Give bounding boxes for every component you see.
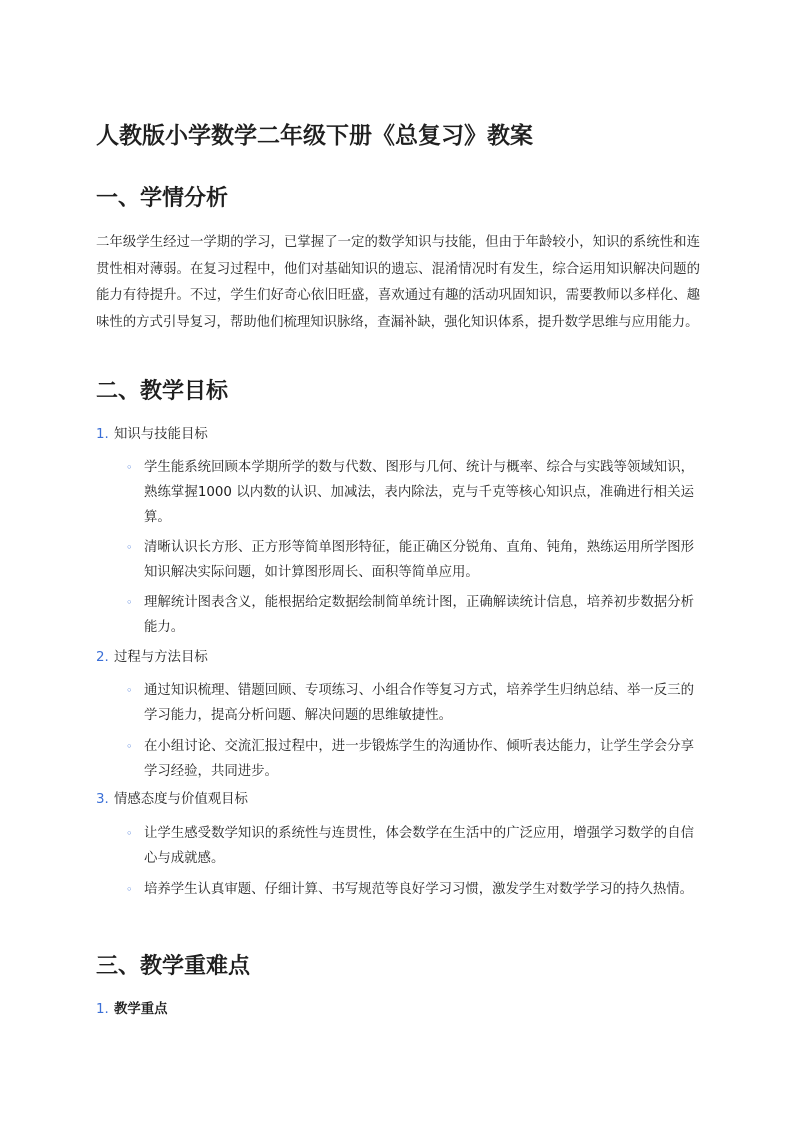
bullet-text: 学生能系统回顾本学期所学的数与代数、图形与几何、统计与概率、综合与实践等领域知识，熟练掌握1000 以内数的认识、加减法，表内除法，克与千克等核心知识点，准确进行相关运算。 [144,460,694,525]
section-heading-teaching-goals: 二、教学目标 [96,379,229,404]
list-item-label: 情感态度与价值观目标 [114,792,248,807]
goal-item-knowledge-skills [96,425,208,445]
hollow-bullet-icon: ◦ [126,596,133,609]
bullet-text: 在小组讨论、交流汇报过程中，进一步锻炼学生的沟通协作、倾听表达能力，让学生学会分享学习经验，共同进步。 [144,739,694,779]
list-item-label: 教学重点 [114,1002,168,1017]
list-item-label: 知识与技能目标 [114,427,208,442]
list-number: 3. [96,792,109,807]
hollow-bullet-icon: ◦ [126,461,133,474]
bullet-text: 清晰认识长方形、正方形等简单图形特征，能正确区分锐角、直角、钝角，熟练运用所学图形知识解决实际问题，如计算图形周长、面积等简单应用。 [144,540,694,580]
hollow-bullet-icon: ◦ [126,883,133,896]
hollow-bullet-icon: ◦ [126,541,133,554]
list-item [126,734,694,784]
goal-item-attitude-values [96,790,248,810]
list-number: 1. [96,1002,109,1017]
bullet-text: 让学生感受数学知识的系统性与连贯性，体会数学在生活中的广泛应用，增强学习数学的自信心与成就感。 [144,826,694,866]
learning-analysis-paragraph: 二年级学生经过一学期的学习，已掌握了一定的数学知识与技能，但由于年龄较小，知识的系统性和连贯性相对薄弱。在复习过程中，他们对基础知识的遗忘、混淆情况时有发生，综合运用知识解决问题的能力有待提升。不过，学生们好奇心依旧旺盛，喜欢通过有趣的活动巩固知识，需要教师以多样化、趣味性的方式引导复习，帮助他们梳理知识脉络，查漏补缺，强化知识体系，提升数学思维与应用能力。 [96,235,700,330]
hollow-bullet-icon: ◦ [126,740,133,753]
list-item [126,590,694,640]
list-item [126,535,694,585]
list-item [126,455,694,530]
list-item [126,678,694,728]
list-number: 2. [96,650,109,665]
list-item [126,877,694,902]
bullet-text: 培养学生认真审题、仔细计算、书写规范等良好学习习惯，激发学生对数学学习的持久热情。 [144,882,694,897]
bullet-text: 理解统计图表含义，能根据给定数据绘制简单统计图，正确解读统计信息，培养初步数据分析能力。 [144,595,694,635]
list-item-label: 过程与方法目标 [114,650,208,665]
document-title: 人教版小学数学二年级下册《总复习》教案 [96,123,533,149]
hollow-bullet-icon: ◦ [126,827,133,840]
hollow-bullet-icon: ◦ [126,684,133,697]
bullet-text: 通过知识梳理、错题回顾、专项练习、小组合作等复习方式，培养学生归纳总结、举一反三的学习能力，提高分析问题、解决问题的思维敏捷性。 [144,683,694,723]
list-number: 1. [96,427,109,442]
section-heading-key-difficulties: 三、教学重难点 [96,954,251,979]
key-point-item [96,1000,168,1020]
goal-item-process-method [96,648,208,668]
list-item [126,821,694,871]
section-heading-learning-analysis: 一、学情分析 [96,186,229,211]
